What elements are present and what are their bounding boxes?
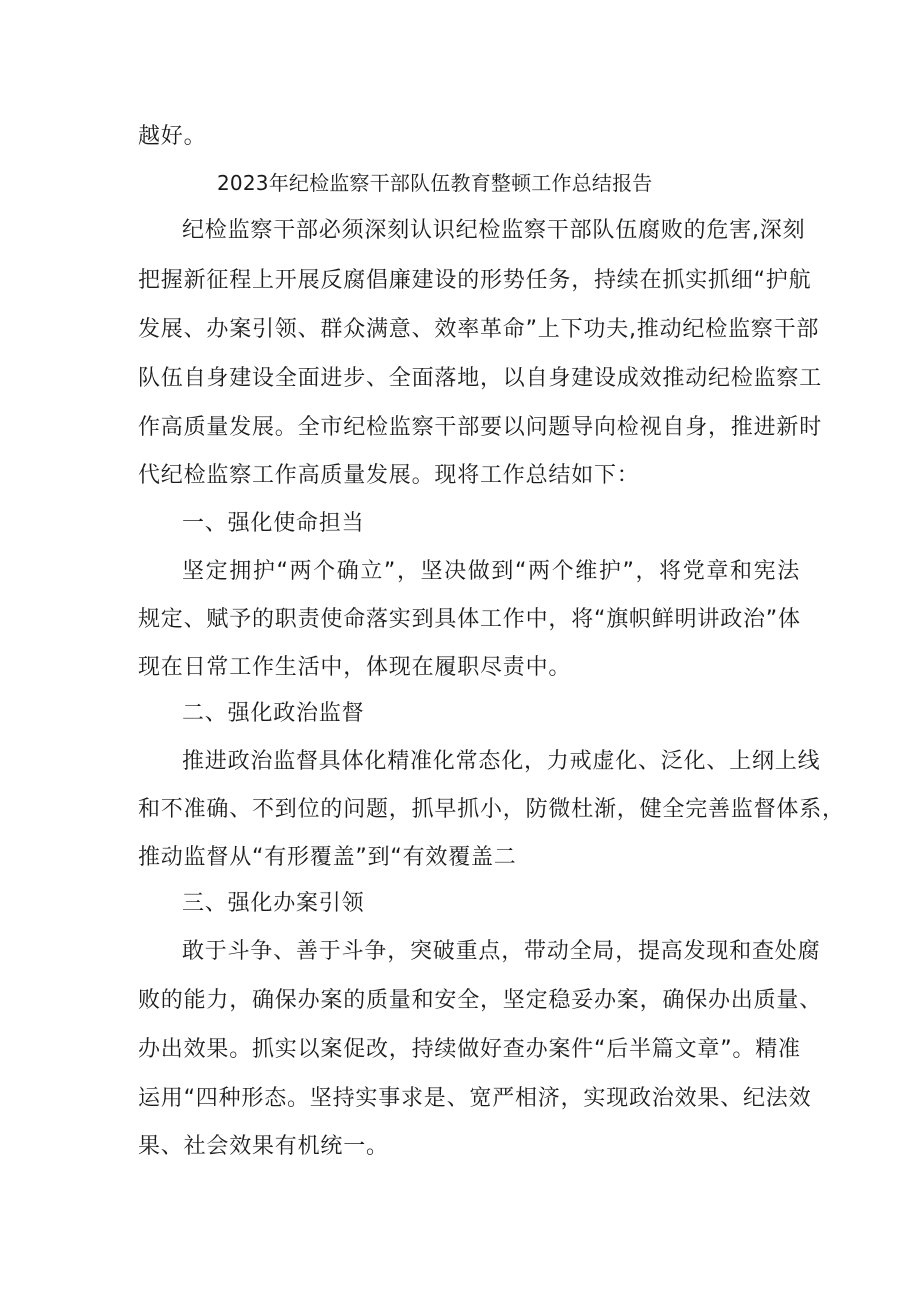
intro-line: 把握新征程上开展反腐倡廉建设的形势任务，持续在抓实抓细“护航 xyxy=(138,268,812,293)
section-line: 规定、赋予的职责使命落实到具体工作中，将“旗帜鲜明讲政治”体 xyxy=(138,607,801,632)
intro-line: 队伍自身建设全面进步、全面落地，以自身建设成效推动纪检监察工 xyxy=(138,366,823,391)
section-line: 办出效果。抓实以案促改，持续做好查办案件“后半篇文章”。精准 xyxy=(138,1037,801,1062)
section-heading: 三、强化办案引领 xyxy=(182,891,365,916)
section-line: 敢于斗争、善于斗争，突破重点，带动全局，提高发现和查处腐 xyxy=(182,939,821,964)
section-line: 运用“四种形态。坚持实事求是、宽严相济，实现政治效果、纪法效 xyxy=(138,1086,812,1111)
section-line: 和不准确、不到位的问题，抓早抓小，防微杜渐，健全完善监督体系， xyxy=(138,797,845,822)
document-title: 2023年纪检监察干部队伍教育整顿工作总结报告 xyxy=(217,171,653,195)
section-heading: 一、强化使命担当 xyxy=(182,511,365,536)
section-line: 败的能力，确保办案的质量和安全，坚定稳妥办案，确保办出质量、 xyxy=(138,988,823,1013)
carry-over-text: 越好。 xyxy=(138,124,207,149)
section-heading: 二、强化政治监督 xyxy=(182,701,365,726)
section-line: 推动监督从“有形覆盖”到“有效覆盖二 xyxy=(138,845,517,870)
intro-line: 纪检监察干部必须深刻认识纪检监察干部队伍腐败的危害,深刻 xyxy=(182,218,806,243)
section-line: 现在日常工作生活中，体现在履职尽责中。 xyxy=(138,655,572,680)
intro-line: 作高质量发展。全市纪检监察干部要以问题导向检视自身，推进新时 xyxy=(138,415,823,440)
section-line: 推进政治监督具体化精准化常态化，力戒虚化、泛化、上纲上线 xyxy=(182,749,821,774)
section-line: 果、社会效果有机统一。 xyxy=(138,1134,389,1159)
intro-line: 发展、办案引领、群众满意、效率革命”上下功夫,推动纪检监察干部 xyxy=(138,317,820,342)
section-line: 坚定拥护“两个确立”，坚决做到“两个维护”，将党章和宪法 xyxy=(182,559,800,584)
intro-line: 代纪检监察工作高质量发展。现将工作总结如下： xyxy=(138,463,640,488)
